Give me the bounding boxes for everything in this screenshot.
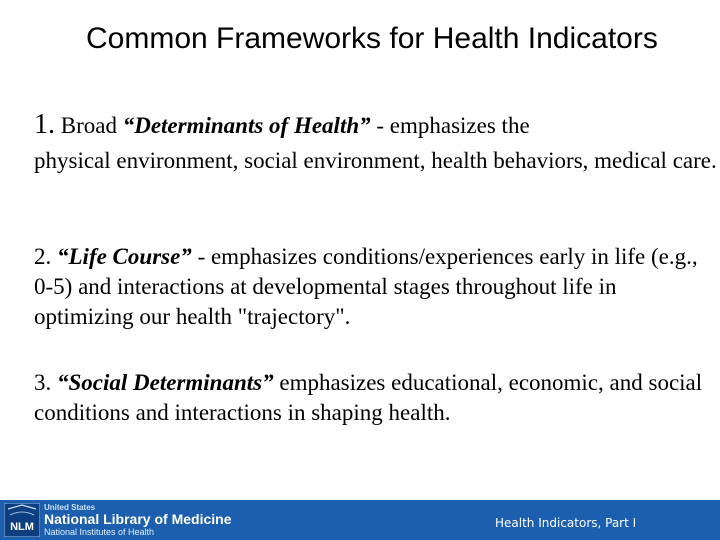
framework-item-2	[34, 242, 714, 332]
framework-item-1-first-line	[34, 110, 714, 141]
item-emphasis: “Determinants of Health”	[122, 113, 371, 138]
logo-line-library: National Library of Medicine	[44, 511, 232, 527]
slide-title: Common Frameworks for Health Indicators	[86, 22, 658, 55]
item-number: 3.	[34, 370, 52, 395]
item-first-line-tail: - emphasizes the	[370, 113, 530, 138]
item-emphasis: “Social Determinants”	[57, 370, 274, 395]
item-text: - emphasizes conditions/experiences early in life (e.g., 0-5) and interactions at developmental stages throughout life in optimizing our health "trajectory".	[34, 244, 698, 329]
nlm-badge-text: NLM	[10, 521, 34, 533]
logo-line-institutes: National Institutes of Health	[44, 527, 155, 537]
framework-item-3	[34, 368, 714, 428]
footer-caption: Health Indicators, Part I	[495, 516, 637, 530]
nlm-badge-icon	[4, 503, 40, 537]
item-emphasis: “Life Course”	[57, 244, 192, 269]
item-number: 1.	[34, 109, 55, 140]
nlm-logo	[4, 503, 244, 537]
item-number: 2.	[34, 244, 52, 269]
logo-line-country: United States	[44, 503, 96, 512]
item-lead-text: Broad	[55, 113, 123, 138]
nlm-logo-text	[44, 503, 254, 537]
footer-bar	[0, 500, 720, 540]
framework-item-1-continuation: physical environment, social environment, health behaviors, medical care.	[34, 148, 717, 173]
item-text: emphasizes educational, economic, and social conditions and interactions in shaping health.	[34, 370, 703, 425]
